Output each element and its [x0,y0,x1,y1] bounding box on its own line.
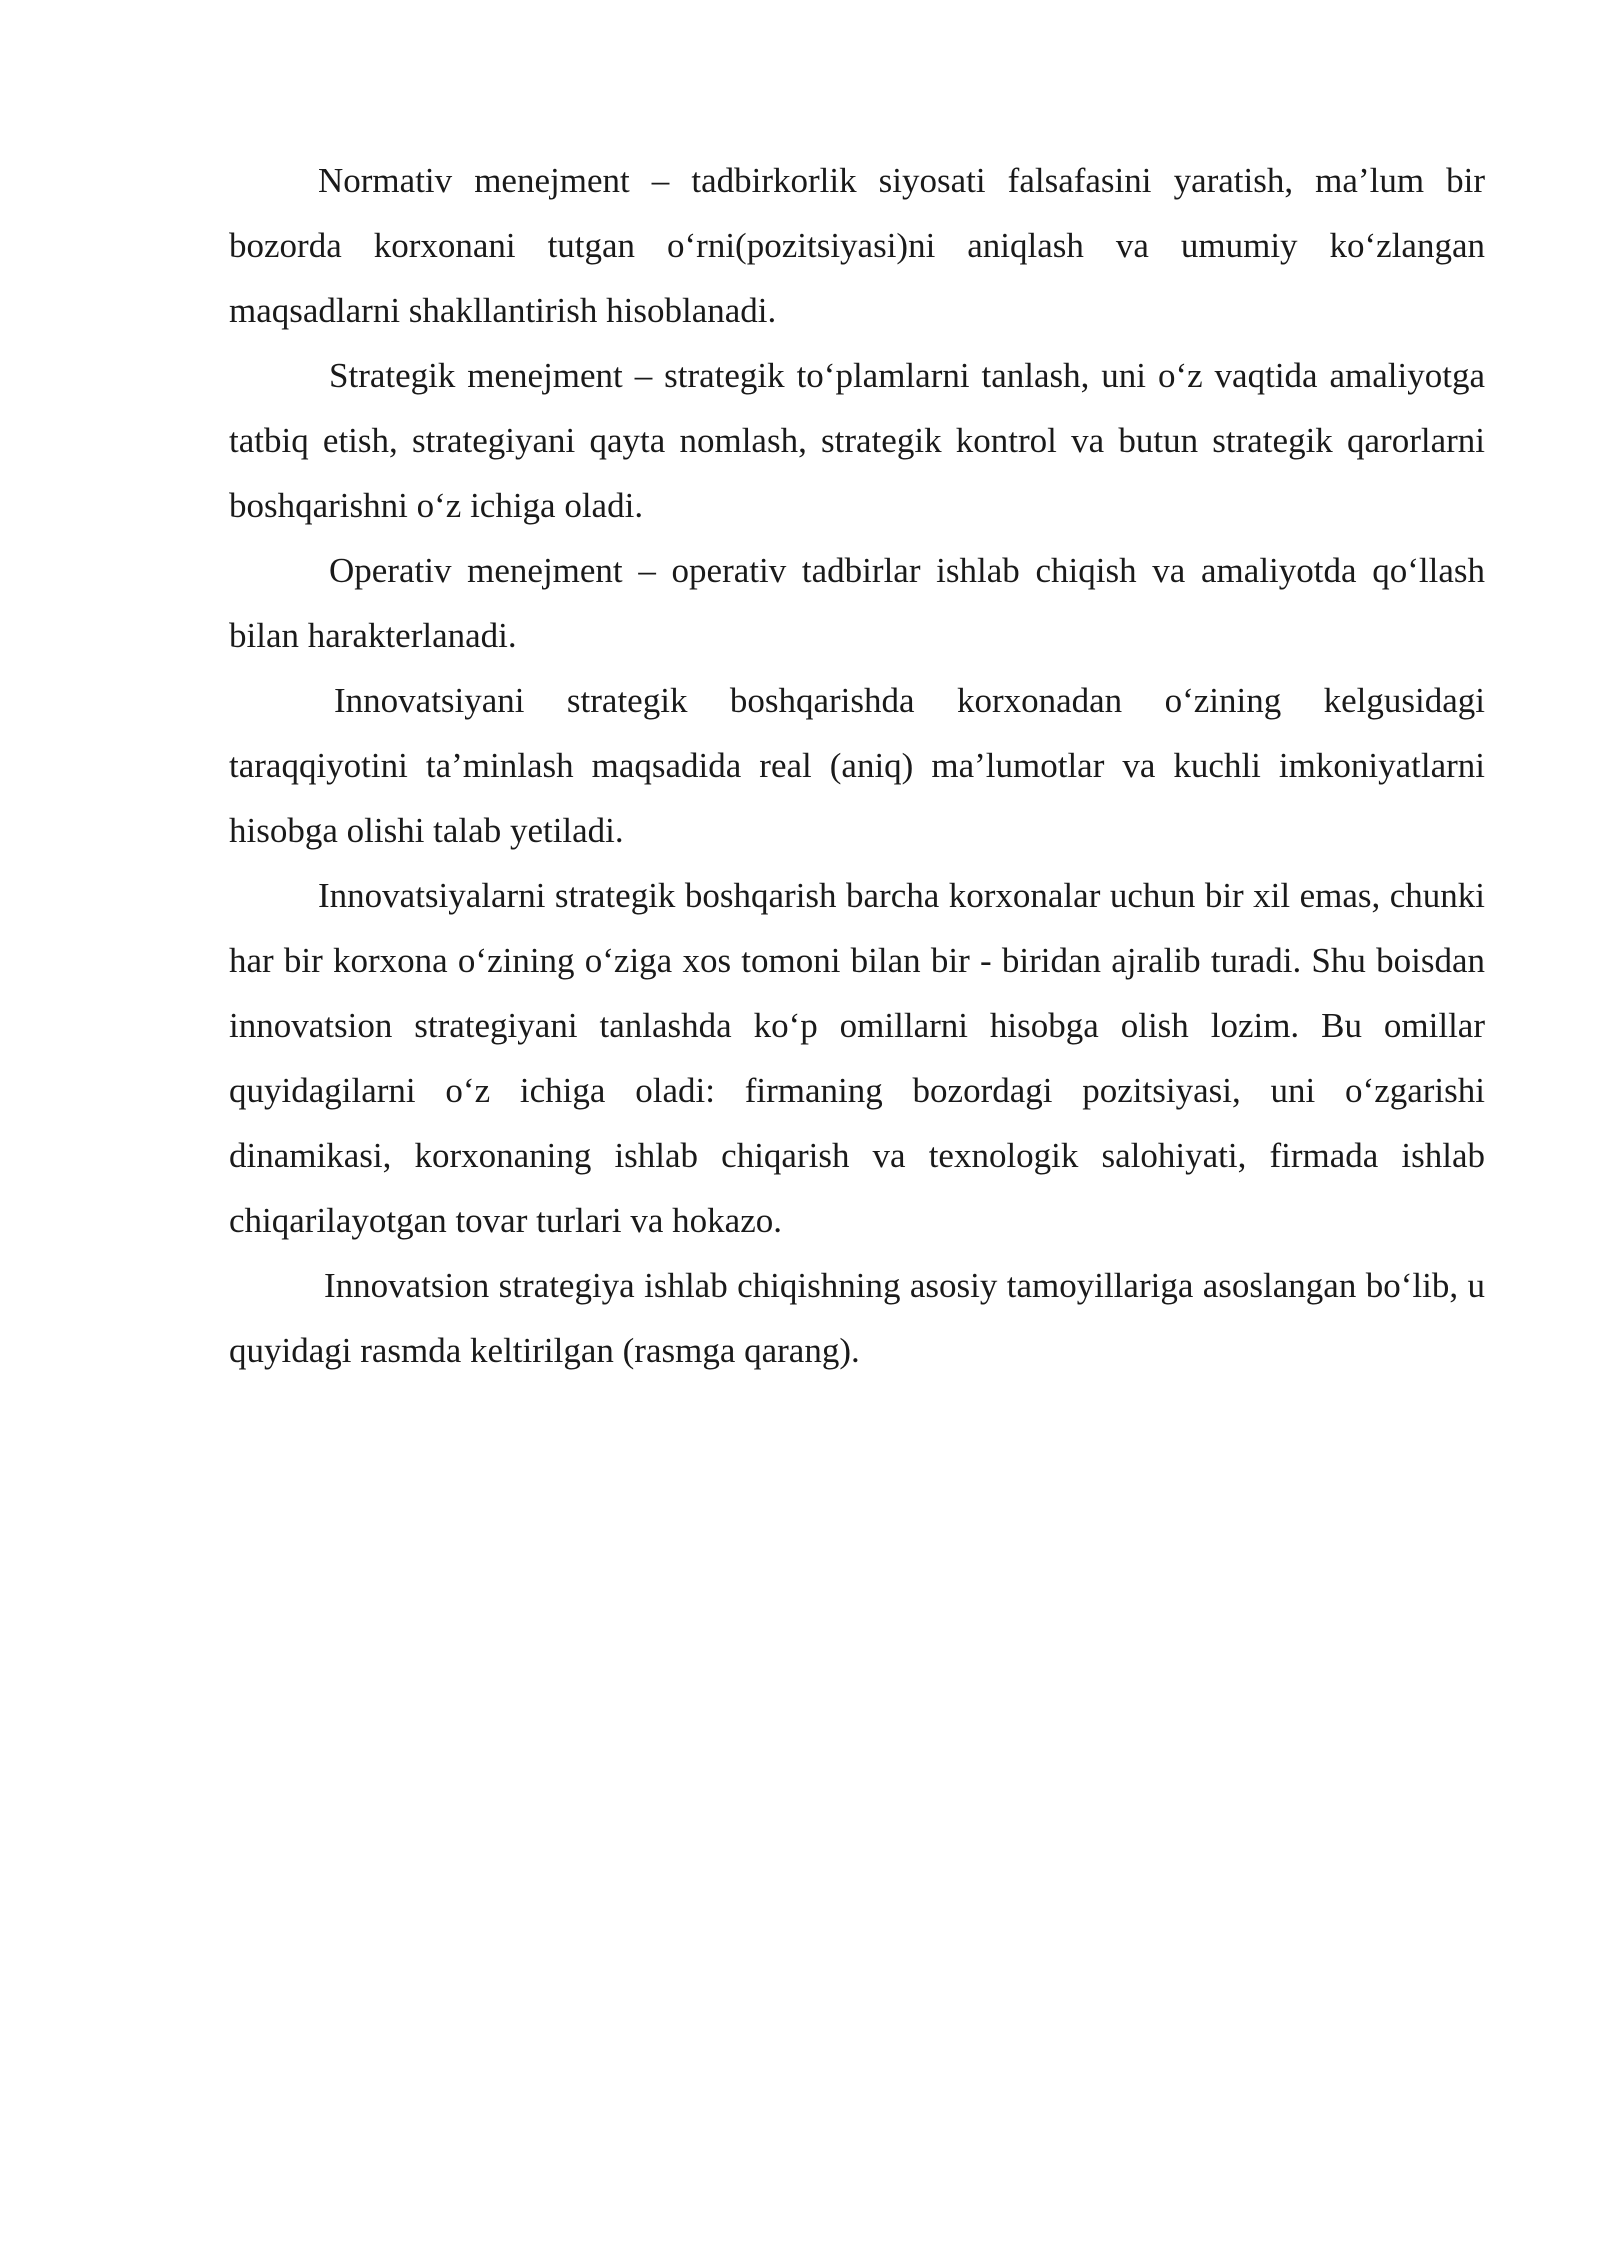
paragraph-innovatsiyalarni-boshqarish: Innovatsiyalarni strategik boshqarish barcha korxonalar uchun bir xil emas, chunki har bir korxona o‘zining o‘ziga xos tomoni bilan bir - biridan ajralib turadi. Shu boisdan innovatsion strategiyani tanlashda ko‘p omillarni hisobga olish lozim. Bu omillar quyidagilarni o‘z ichiga oladi: firmaning bozordagi pozitsiyasi, uni o‘zgarishi dinamikasi, korxonaning ishlab chiqarish va texnologik salohiyati, firmada ishlab chiqarilayotgan tovar turlari va hokazo. [229,876,1485,1240]
paragraph-innovatsiyani-boshqarish: Innovatsiyani strategik boshqarishda korxonadan o‘zining kelgusidagi taraqqiyotini ta’minlash maqsadida real (aniq) ma’lumotlar va kuchli imkoniyatlarni hisobga olishi talab yetiladi. [229,681,1485,850]
paragraph-operativ-menejment: Operativ menejment – operativ tadbirlar ishlab chiqish va amaliyotda qo‘llash bilan harakterlanadi. [229,551,1485,655]
document-body [229,148,1485,1383]
paragraph-normativ-menejment: Normativ menejment – tadbirkorlik siyosati falsafasini yaratish, ma’lum bir bozorda korxonani tutgan o‘rni(pozitsiyasi)ni aniqlash va umumiy ko‘zlangan maqsadlarni shakllantirish hisoblanadi. [229,161,1485,330]
paragraph-strategik-menejment: Strategik menejment – strategik to‘plamlarni tanlash, uni o‘z vaqtida amaliyotga tatbiq etish, strategiyani qayta nomlash, strategik kontrol va butun strategik qarorlarni boshqarishni o‘z ichiga oladi. [229,356,1485,525]
paragraph-innovatsion-strategiya: Innovatsion strategiya ishlab chiqishning asosiy tamoyillariga asoslangan bo‘lib, u quyidagi rasmda keltirilgan (rasmga qarang). [229,1266,1485,1370]
